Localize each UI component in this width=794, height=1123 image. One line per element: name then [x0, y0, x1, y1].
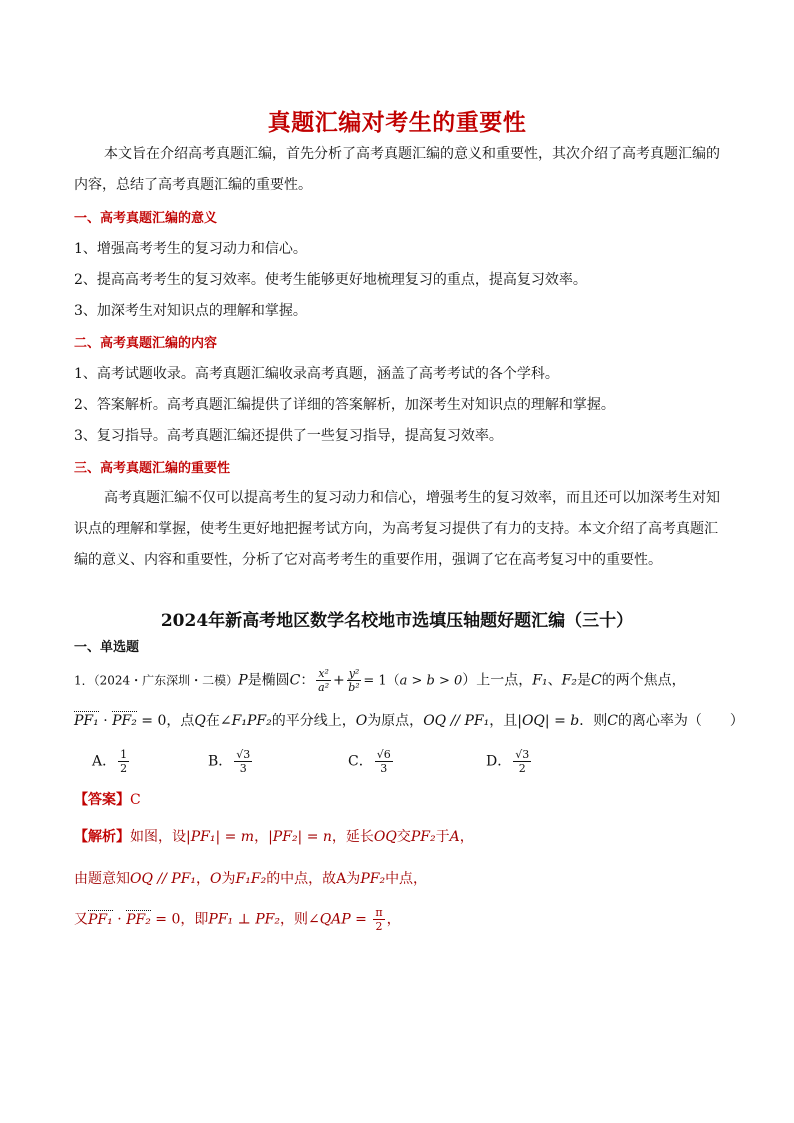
text-run: 的离心率为（ ）	[617, 713, 744, 729]
text-run: = 1（	[363, 673, 400, 689]
math-var: P	[238, 672, 248, 689]
answer-label: 【答案】	[74, 792, 130, 808]
math-var: A	[449, 829, 460, 845]
intro-line-1: 本文旨在介绍高考真题汇编，首先分析了高考真题汇编的意义和重要性，其次介绍了高考真题汇编的	[104, 146, 720, 162]
text-run: 于	[435, 829, 450, 845]
math-var: PF₂	[410, 829, 436, 845]
section-3-line: 编的意义、内容和重要性，分析了它对高考考生的重要作用，强调了它在高考复习中的重要性。	[74, 552, 662, 568]
section-2-item: 1、高考试题收录。高考真题汇编收录高考真题，涵盖了高考考试的各个学科。	[74, 366, 559, 382]
math-var: C	[607, 713, 618, 729]
text-run: ·	[98, 713, 113, 729]
analysis-label: 【解析】	[74, 829, 130, 845]
option-label: A．	[92, 753, 117, 770]
math-var: C	[590, 672, 602, 689]
analysis-line-3	[74, 906, 401, 933]
option-label: C．	[348, 753, 373, 770]
text-run: ：	[300, 672, 315, 689]
math-var: O	[355, 713, 368, 729]
math-var: F₁F₂	[235, 871, 267, 887]
fraction-pi-over-2	[373, 906, 384, 933]
numerator: y²	[348, 667, 360, 680]
text-run: 的中点，故A为	[266, 871, 361, 887]
part-heading: 一、单选题	[74, 640, 140, 655]
question-1-line-2	[74, 710, 744, 730]
text-run: 由题意知	[74, 871, 130, 887]
intro-line-2: 内容，总结了高考真题汇编的重要性。	[74, 177, 312, 193]
text-run: 是	[576, 672, 591, 689]
text-run: 为	[221, 871, 236, 887]
numerator: π	[375, 906, 383, 919]
denominator: 3	[239, 762, 247, 775]
vector-pf1: PF₁	[88, 911, 113, 928]
section-3-heading: 三、高考真题汇编的重要性	[74, 461, 231, 476]
math-var: Q	[194, 713, 206, 729]
analysis-line-2	[74, 868, 427, 888]
exam-title: 2024年新高考地区数学名校地市选填压轴题好题汇编（三十）	[160, 611, 634, 631]
math-var: F₁PF₂	[231, 713, 272, 729]
text-run: ，	[254, 829, 269, 845]
math-var: C	[289, 672, 301, 689]
text-run: 如图，设	[130, 829, 186, 845]
math-expr: OQ // PF₁	[130, 871, 197, 887]
vector-pf2: PF₂	[126, 911, 151, 928]
math-expr: OQ // PF₁	[423, 713, 490, 729]
text-run: 为原点，	[367, 713, 424, 729]
math-expr: |PF₁| = m	[186, 829, 255, 845]
text-run: 中点，	[385, 871, 428, 887]
math-var: QAP	[319, 911, 351, 928]
math-var: F₁	[532, 672, 548, 689]
option-fraction	[118, 748, 129, 775]
text-run: ，延长	[331, 829, 374, 845]
text-run: ，	[459, 829, 474, 845]
text-run: ）上一点，	[462, 672, 533, 689]
text-run: = 0，即	[150, 911, 209, 928]
question-source: 1．（2024・广东深圳・二模）	[74, 673, 239, 688]
text-run: 是椭圆	[247, 672, 290, 689]
document-title: 真题汇编对考生的重要性	[267, 109, 527, 136]
text-run: 又	[74, 911, 88, 928]
section-2-item: 2、答案解析。高考真题汇编提供了详细的答案解析，加深考生对知识点的理解和掌握。	[74, 397, 615, 413]
option-d[interactable]	[486, 748, 533, 775]
text-run: 的平分线上，	[271, 713, 356, 729]
section-1-item: 3、加深考生对知识点的理解和掌握。	[74, 303, 307, 319]
numerator: 1	[120, 748, 128, 761]
denominator: b²	[348, 681, 360, 694]
text-run: = 0，点	[136, 713, 195, 729]
fraction-x2-a2	[316, 667, 331, 694]
question-1-line-1	[74, 667, 686, 694]
section-1-heading: 一、高考真题汇编的意义	[74, 211, 218, 226]
section-3-line: 高考真题汇编不仅可以提高考生的复习动力和信心，增强考生的复习效率，而且还可以加深考生对知	[104, 490, 720, 506]
numerator: √3	[236, 748, 251, 761]
math-var: O	[210, 871, 222, 887]
denominator: a²	[318, 681, 330, 694]
math-expr: |PF₂| = n	[268, 829, 332, 845]
text-run: ·	[112, 911, 127, 928]
numerator: √3	[515, 748, 530, 761]
text-run: =	[350, 911, 372, 928]
math-var: F₂	[561, 672, 577, 689]
answer-line	[74, 789, 141, 809]
math-expr: |OQ| = b	[517, 713, 580, 729]
math-expr: PF₁ ⊥ PF₂	[208, 911, 280, 928]
plus-sign: +	[332, 672, 345, 689]
option-label: D．	[486, 753, 512, 770]
numerator: √6	[376, 748, 391, 761]
option-label: B．	[208, 753, 233, 770]
vector-pf2: PF₂	[112, 713, 137, 729]
text-run: ，且	[489, 713, 518, 729]
analysis-line-1	[74, 826, 474, 846]
section-1-item: 1、增强高考考生的复习动力和信心。	[74, 241, 307, 257]
fraction-y2-b2	[347, 667, 362, 694]
option-b[interactable]	[208, 748, 254, 775]
option-fraction	[234, 748, 252, 775]
math-var: OQ	[373, 829, 397, 845]
text-run: 在∠	[205, 713, 232, 729]
text-run: ，	[196, 871, 211, 887]
option-a[interactable]	[92, 748, 131, 775]
text-run: 交	[396, 829, 411, 845]
option-c[interactable]	[348, 748, 395, 775]
denominator: 2	[375, 920, 383, 933]
section-2-heading: 二、高考真题汇编的内容	[74, 336, 218, 351]
text-run: ，	[386, 911, 401, 928]
text-run: 、	[547, 672, 562, 689]
denominator: 3	[380, 762, 388, 775]
option-fraction	[513, 748, 531, 775]
denominator: 2	[120, 762, 128, 775]
vector-pf1: PF₁	[74, 713, 99, 729]
numerator: x²	[318, 667, 329, 680]
section-1-item: 2、提高高考考生的复习效率。使考生能够更好地梳理复习的重点，提高复习效率。	[74, 272, 587, 288]
answer-value: C	[130, 792, 141, 808]
denominator: 2	[518, 762, 526, 775]
condition: a > b > 0	[399, 673, 463, 689]
text-run: ．则	[579, 713, 608, 729]
section-2-item: 3、复习指导。高考真题汇编还提供了一些复习指导，提高复习效率。	[74, 428, 503, 444]
section-3-line: 识点的理解和掌握，使考生更好地把握考试方向，为高考复习提供了有力的支持。本文介绍了高考真题汇	[74, 521, 718, 537]
math-var: PF₂	[360, 871, 386, 887]
text-run: 的两个焦点，	[601, 672, 686, 689]
text-run: ，则∠	[279, 911, 320, 928]
option-fraction	[375, 748, 393, 775]
